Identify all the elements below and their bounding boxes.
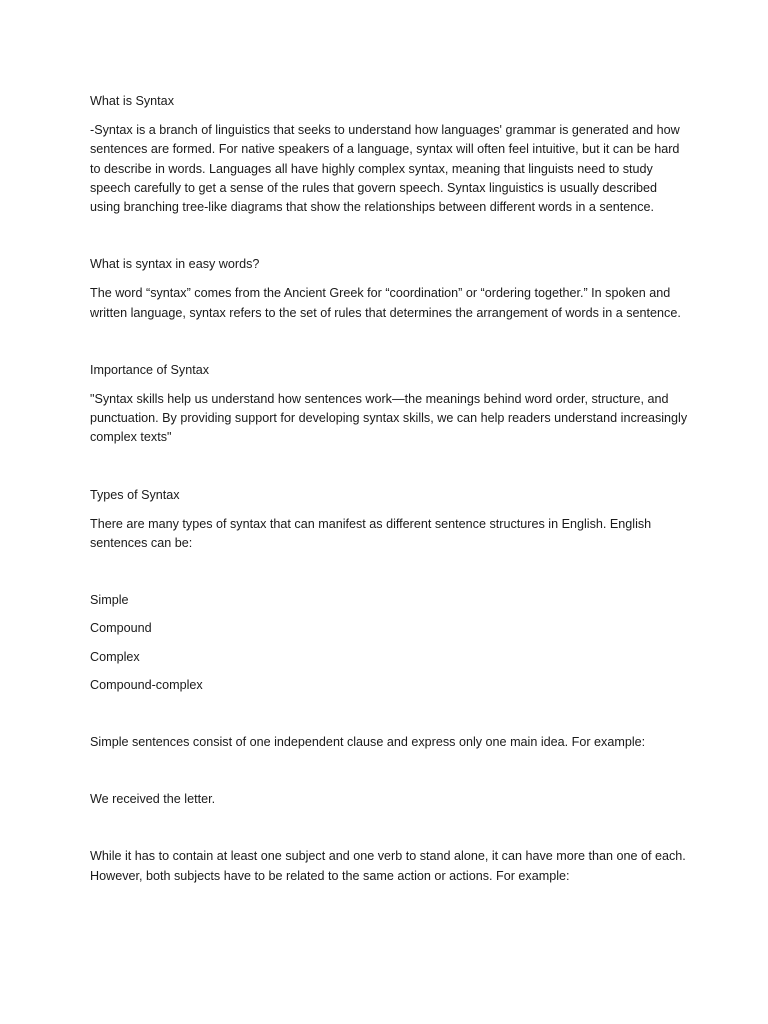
spacer [90,217,690,255]
spacer [90,667,690,676]
section-heading: What is Syntax [90,94,174,108]
sentence-type-item: Simple [90,593,129,608]
sentence-type-item: Compound-complex [90,677,203,692]
simple-sentence-intro: Simple sentences consist of one independent clause and express only one main idea. For example: [90,735,646,750]
spacer [90,809,690,847]
closing-paragraph: While it has to contain at least one subject and one verb to stand alone, it can have more than one of each. However, both subjects have to be related to the same action or actions. For example: [90,849,686,883]
sentence-type-item: Compound [90,621,152,636]
section-paragraph: "Syntax skills help us understand how sentences work—the meanings behind word order, structure, and punctuation. By providing support for developing syntax skills, we can help readers understand increasingly complex texts" [90,392,688,445]
spacer [90,752,690,790]
spacer [90,639,690,648]
section-heading: Importance of Syntax [90,362,210,377]
section-paragraph: There are many types of syntax that can manifest as different sentence structures in English. English sentences can be: [90,516,652,551]
section-heading: What is syntax in easy words? [90,257,260,272]
section-heading: Types of Syntax [90,487,180,502]
section-paragraph: The word “syntax” comes from the Ancient Greek for “coordination” or “ordering together.” In spoken and written language, syntax refers to the set of rules that determines the arrangement of words in a sentence. [90,286,681,320]
sentence-type-item: Complex [90,649,140,664]
document-body [90,92,690,886]
example-sentence: We received the letter. [90,792,216,807]
section-paragraph: -Syntax is a branch of linguistics that seeks to understand how languages' grammar is generated and how sentences are formed. For native speakers of a language, syntax will often feel intuitive, but it can be hard to describe in words. Languages all have highly complex syntax, meaning that linguists need to study speech carefully to get a sense of the rules that govern speech. Syntax linguistics is usually described using branching tree-like diagrams that show the relationships between different words in a sentence. [90,123,680,215]
spacer [90,553,690,591]
spacer [90,695,690,733]
spacer [90,610,690,619]
spacer [90,323,690,361]
spacer [90,448,690,486]
